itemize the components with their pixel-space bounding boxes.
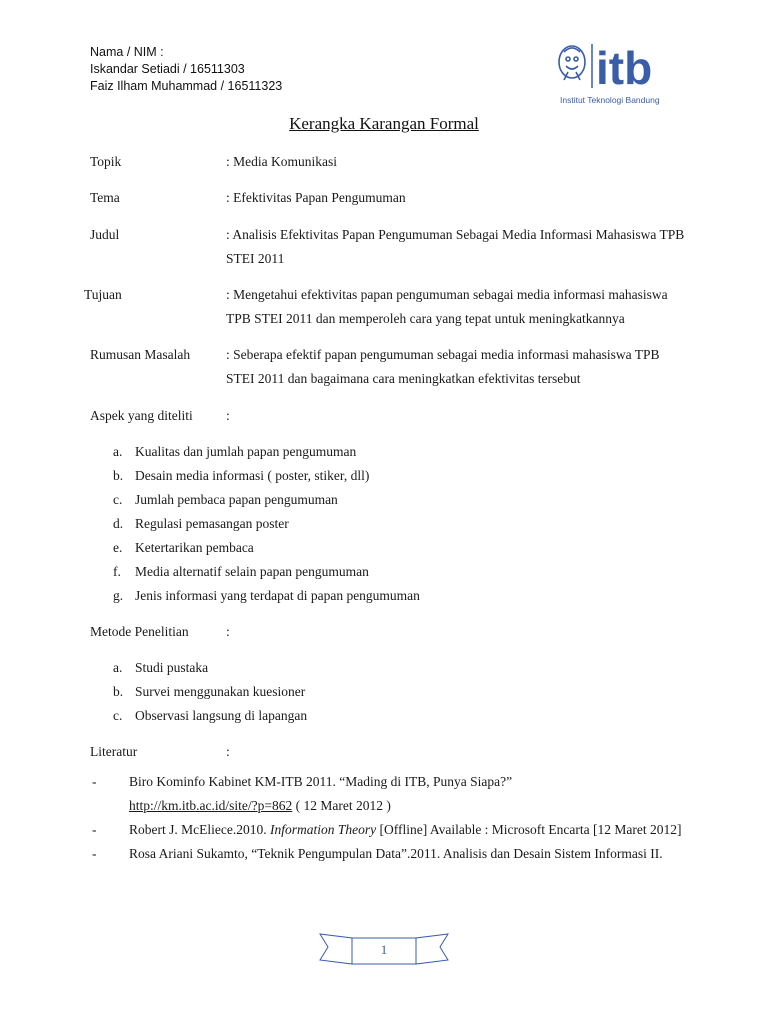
- list-marker: c.: [113, 492, 123, 507]
- field-value: : Analisis Efektivitas Papan Pengumuman Sebagai Media Informasi Mahasiswa TPB STEI 2011: [226, 227, 685, 266]
- author-1: Iskandar Setiadi / 16511303: [90, 62, 245, 76]
- reference-dash: -: [92, 774, 97, 789]
- list-marker: b.: [113, 684, 124, 699]
- list-text: Studi pustaka: [135, 660, 209, 675]
- section-label: Metode Penelitian: [90, 624, 189, 639]
- reference-text-tail: [Offline] Available : Microsoft Encarta [12 Maret 2012]: [376, 822, 682, 837]
- section-label: Literatur: [90, 744, 138, 759]
- section-metode: [90, 620, 690, 644]
- reference-dash: -: [92, 846, 97, 861]
- itb-logo: [554, 40, 684, 108]
- field-judul: [90, 223, 690, 271]
- page-title: Kerangka Karangan Formal: [289, 114, 479, 133]
- list-text: Media alternatif selain papan pengumuman: [135, 564, 369, 579]
- page-number-badge: [318, 930, 450, 970]
- section-colon: :: [226, 624, 230, 639]
- reference-dash: -: [92, 822, 97, 837]
- field-topik: [90, 150, 690, 174]
- author-2: Faiz Ilham Muhammad / 16511323: [90, 79, 283, 93]
- reference-text: Rosa Ariani Sukamto, “Teknik Pengumpulan Data”.2011. Analisis dan Desain Sistem Informasi II.: [129, 846, 663, 861]
- reference-italic-title: Information Theory: [269, 822, 377, 837]
- reference-item: [92, 818, 692, 842]
- list-text: Desain media informasi ( poster, stiker, dll): [135, 468, 370, 483]
- section-aspek: [90, 404, 690, 428]
- logo-tagline: Institut Teknologi Bandung: [560, 95, 660, 105]
- list-marker: a.: [113, 444, 123, 459]
- section-literatur: [90, 740, 690, 764]
- page-number: 1: [380, 942, 388, 957]
- field-tujuan: [84, 283, 690, 331]
- field-rumusan-masalah: [90, 343, 690, 391]
- section-colon: :: [226, 744, 230, 759]
- field-tema: [90, 186, 690, 210]
- list-text: Survei menggunakan kuesioner: [135, 684, 306, 699]
- list-marker: g.: [113, 588, 124, 603]
- field-value: : Seberapa efektif papan pengumuman sebagai media informasi mahasiswa TPB STEI 2011 dan bagaimana cara meningkatkan efektivitas tersebut: [226, 347, 660, 386]
- list-marker: a.: [113, 660, 123, 675]
- field-value: : Efektivitas Papan Pengumuman: [226, 190, 406, 205]
- list-marker: f.: [113, 564, 121, 579]
- reference-item: [92, 770, 692, 818]
- list-marker: b.: [113, 468, 124, 483]
- list-text: Observasi langsung di lapangan: [135, 708, 308, 723]
- section-label: Aspek yang diteliti: [90, 408, 193, 423]
- field-label: Judul: [90, 227, 120, 242]
- list-marker: d.: [113, 516, 124, 531]
- field-value: : Mengetahui efektivitas papan pengumuman sebagai media informasi mahasiswa TPB STEI 2011 dan memperoleh cara yang tepat untuk meningkatkannya: [226, 287, 668, 326]
- field-label: Tujuan: [84, 287, 122, 302]
- section-colon: :: [226, 408, 230, 423]
- reference-link[interactable]: http://km.itb.ac.id/site/?p=862: [129, 798, 293, 813]
- list-text: Regulasi pemasangan poster: [135, 516, 289, 531]
- field-label: Rumusan Masalah: [90, 347, 191, 362]
- list-text: Jumlah pembaca papan pengumuman: [135, 492, 338, 507]
- list-marker: e.: [113, 540, 123, 555]
- reference-text: Robert J. McEliece.2010.: [129, 822, 270, 837]
- reference-text: Biro Kominfo Kabinet KM-ITB 2011. “Mading di ITB, Punya Siapa?”: [129, 774, 513, 789]
- reference-item: [92, 842, 692, 866]
- author-block: [90, 44, 282, 95]
- list-marker: c.: [113, 708, 123, 723]
- logo-wordmark: itb: [596, 42, 653, 94]
- reference-list: [92, 770, 692, 866]
- list-text: Jenis informasi yang terdapat di papan pengumuman: [135, 588, 420, 603]
- field-label: Topik: [90, 154, 122, 169]
- reference-date: ( 12 Maret 2012 ): [292, 798, 391, 813]
- field-label: Tema: [90, 190, 120, 205]
- list-text: Kualitas dan jumlah papan pengumuman: [135, 444, 357, 459]
- field-value: : Media Komunikasi: [226, 154, 337, 169]
- name-label: Nama / NIM :: [90, 45, 164, 59]
- itb-logo-mark: [554, 40, 684, 96]
- list-text: Ketertarikan pembaca: [135, 540, 254, 555]
